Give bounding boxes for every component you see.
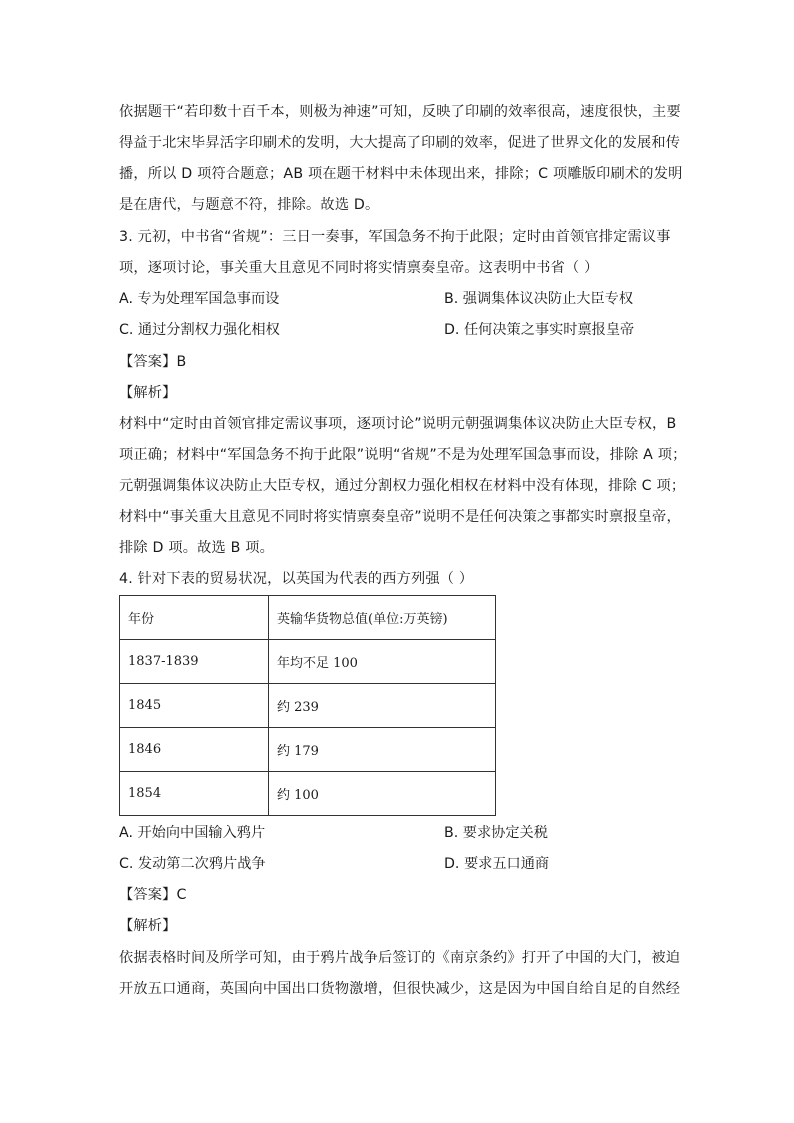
table-row	[120, 640, 496, 684]
q3-analysis-label: 【解析】	[119, 385, 177, 401]
table-header-row	[120, 596, 496, 640]
q3-stem-line-2: 项，逐项讨论，事关重大且意见不同时将实情禀奏皇帝。这表明中书省（ ）	[119, 260, 599, 276]
table-cell-value: 约 100	[269, 772, 496, 816]
table-header-year: 年份	[120, 596, 269, 640]
table-row	[120, 684, 496, 728]
q3-option-b: B. 强调集体议决防止大臣专权	[444, 291, 634, 307]
table-cell-year: 1846	[120, 728, 269, 772]
q4-analysis-label: 【解析】	[119, 918, 177, 934]
q3-analysis-line-1: 材料中“定时由首领官排定需议事项，逐项讨论”说明元朝强调集体议决防止大臣专权，B	[119, 416, 677, 432]
prev-explanation-line-2: 得益于北宋毕昇活字印刷术的发明，大大提高了印刷的效率，促进了世界文化的发展和传	[119, 135, 681, 151]
q4-option-d: D. 要求五口通商	[444, 856, 550, 872]
table-cell-value: 约 239	[269, 684, 496, 728]
table-cell-year: 1845	[120, 684, 269, 728]
q3-analysis-line-4: 材料中“事关重大且意见不同时将实情禀奏皇帝”说明不是任何决策之事都实时禀报皇帝，	[119, 509, 681, 525]
table-cell-year: 1837-1839	[120, 640, 269, 684]
table-cell-value: 约 179	[269, 728, 496, 772]
q4-stem: 4. 针对下表的贸易状况，以英国为代表的西方列强（ ）	[119, 571, 474, 587]
prev-explanation-line-3: 播，所以 D 项符合题意；AB 项在题干材料中未体现出来，排除；C 项雕版印刷术的发明	[119, 166, 683, 182]
q4-option-a: A. 开始向中国输入鸦片	[119, 825, 266, 841]
q3-analysis-line-3: 元朝强调集体议决防止大臣专权，通过分割权力强化相权在材料中没有体现，排除 C 项；	[119, 478, 686, 494]
table-header-value: 英输华货物总值(单位:万英镑)	[269, 596, 496, 640]
q4-analysis-line-1: 依据表格时间及所学可知，由于鸦片战争后签订的《南京条约》打开了中国的大门，被迫	[119, 950, 681, 966]
q3-option-c: C. 通过分割权力强化相权	[119, 322, 280, 338]
q3-stem-line-1: 3. 元初，中书省“省规”：三日一奏事，军国急务不拘于此限；定时由首领官排定需议事	[119, 229, 671, 245]
table-cell-value: 年均不足 100	[269, 640, 496, 684]
q4-analysis-line-2: 开放五口通商，英国向中国出口货物激增，但很快减少，这是因为中国自给自足的自然经	[119, 981, 681, 997]
q4-answer: 【答案】C	[119, 887, 187, 903]
q3-option-d: D. 任何决策之事实时禀报皇帝	[444, 322, 635, 338]
q3-option-a: A. 专为处理军国急事而设	[119, 291, 280, 307]
q4-option-c: C. 发动第二次鸦片战争	[119, 856, 266, 872]
q3-analysis-line-2: 项正确；材料中“军国急务不拘于此限”说明“省规”不是为处理军国急事而设，排除 A 项；	[119, 447, 687, 463]
table-cell-year: 1854	[120, 772, 269, 816]
table-row	[120, 728, 496, 772]
table-row	[120, 772, 496, 816]
q3-answer: 【答案】B	[119, 354, 187, 370]
prev-explanation-line-1: 依据题干“若印数十百千本，则极为神速”可知，反映了印刷的效率很高，速度很快，主要	[119, 104, 681, 120]
q4-option-b: B. 要求协定关税	[444, 825, 548, 841]
trade-table	[119, 595, 496, 816]
prev-explanation-line-4: 是在唐代，与题意不符，排除。故选 D。	[119, 197, 380, 213]
q3-analysis-line-5: 排除 D 项。故选 B 项。	[119, 540, 274, 556]
